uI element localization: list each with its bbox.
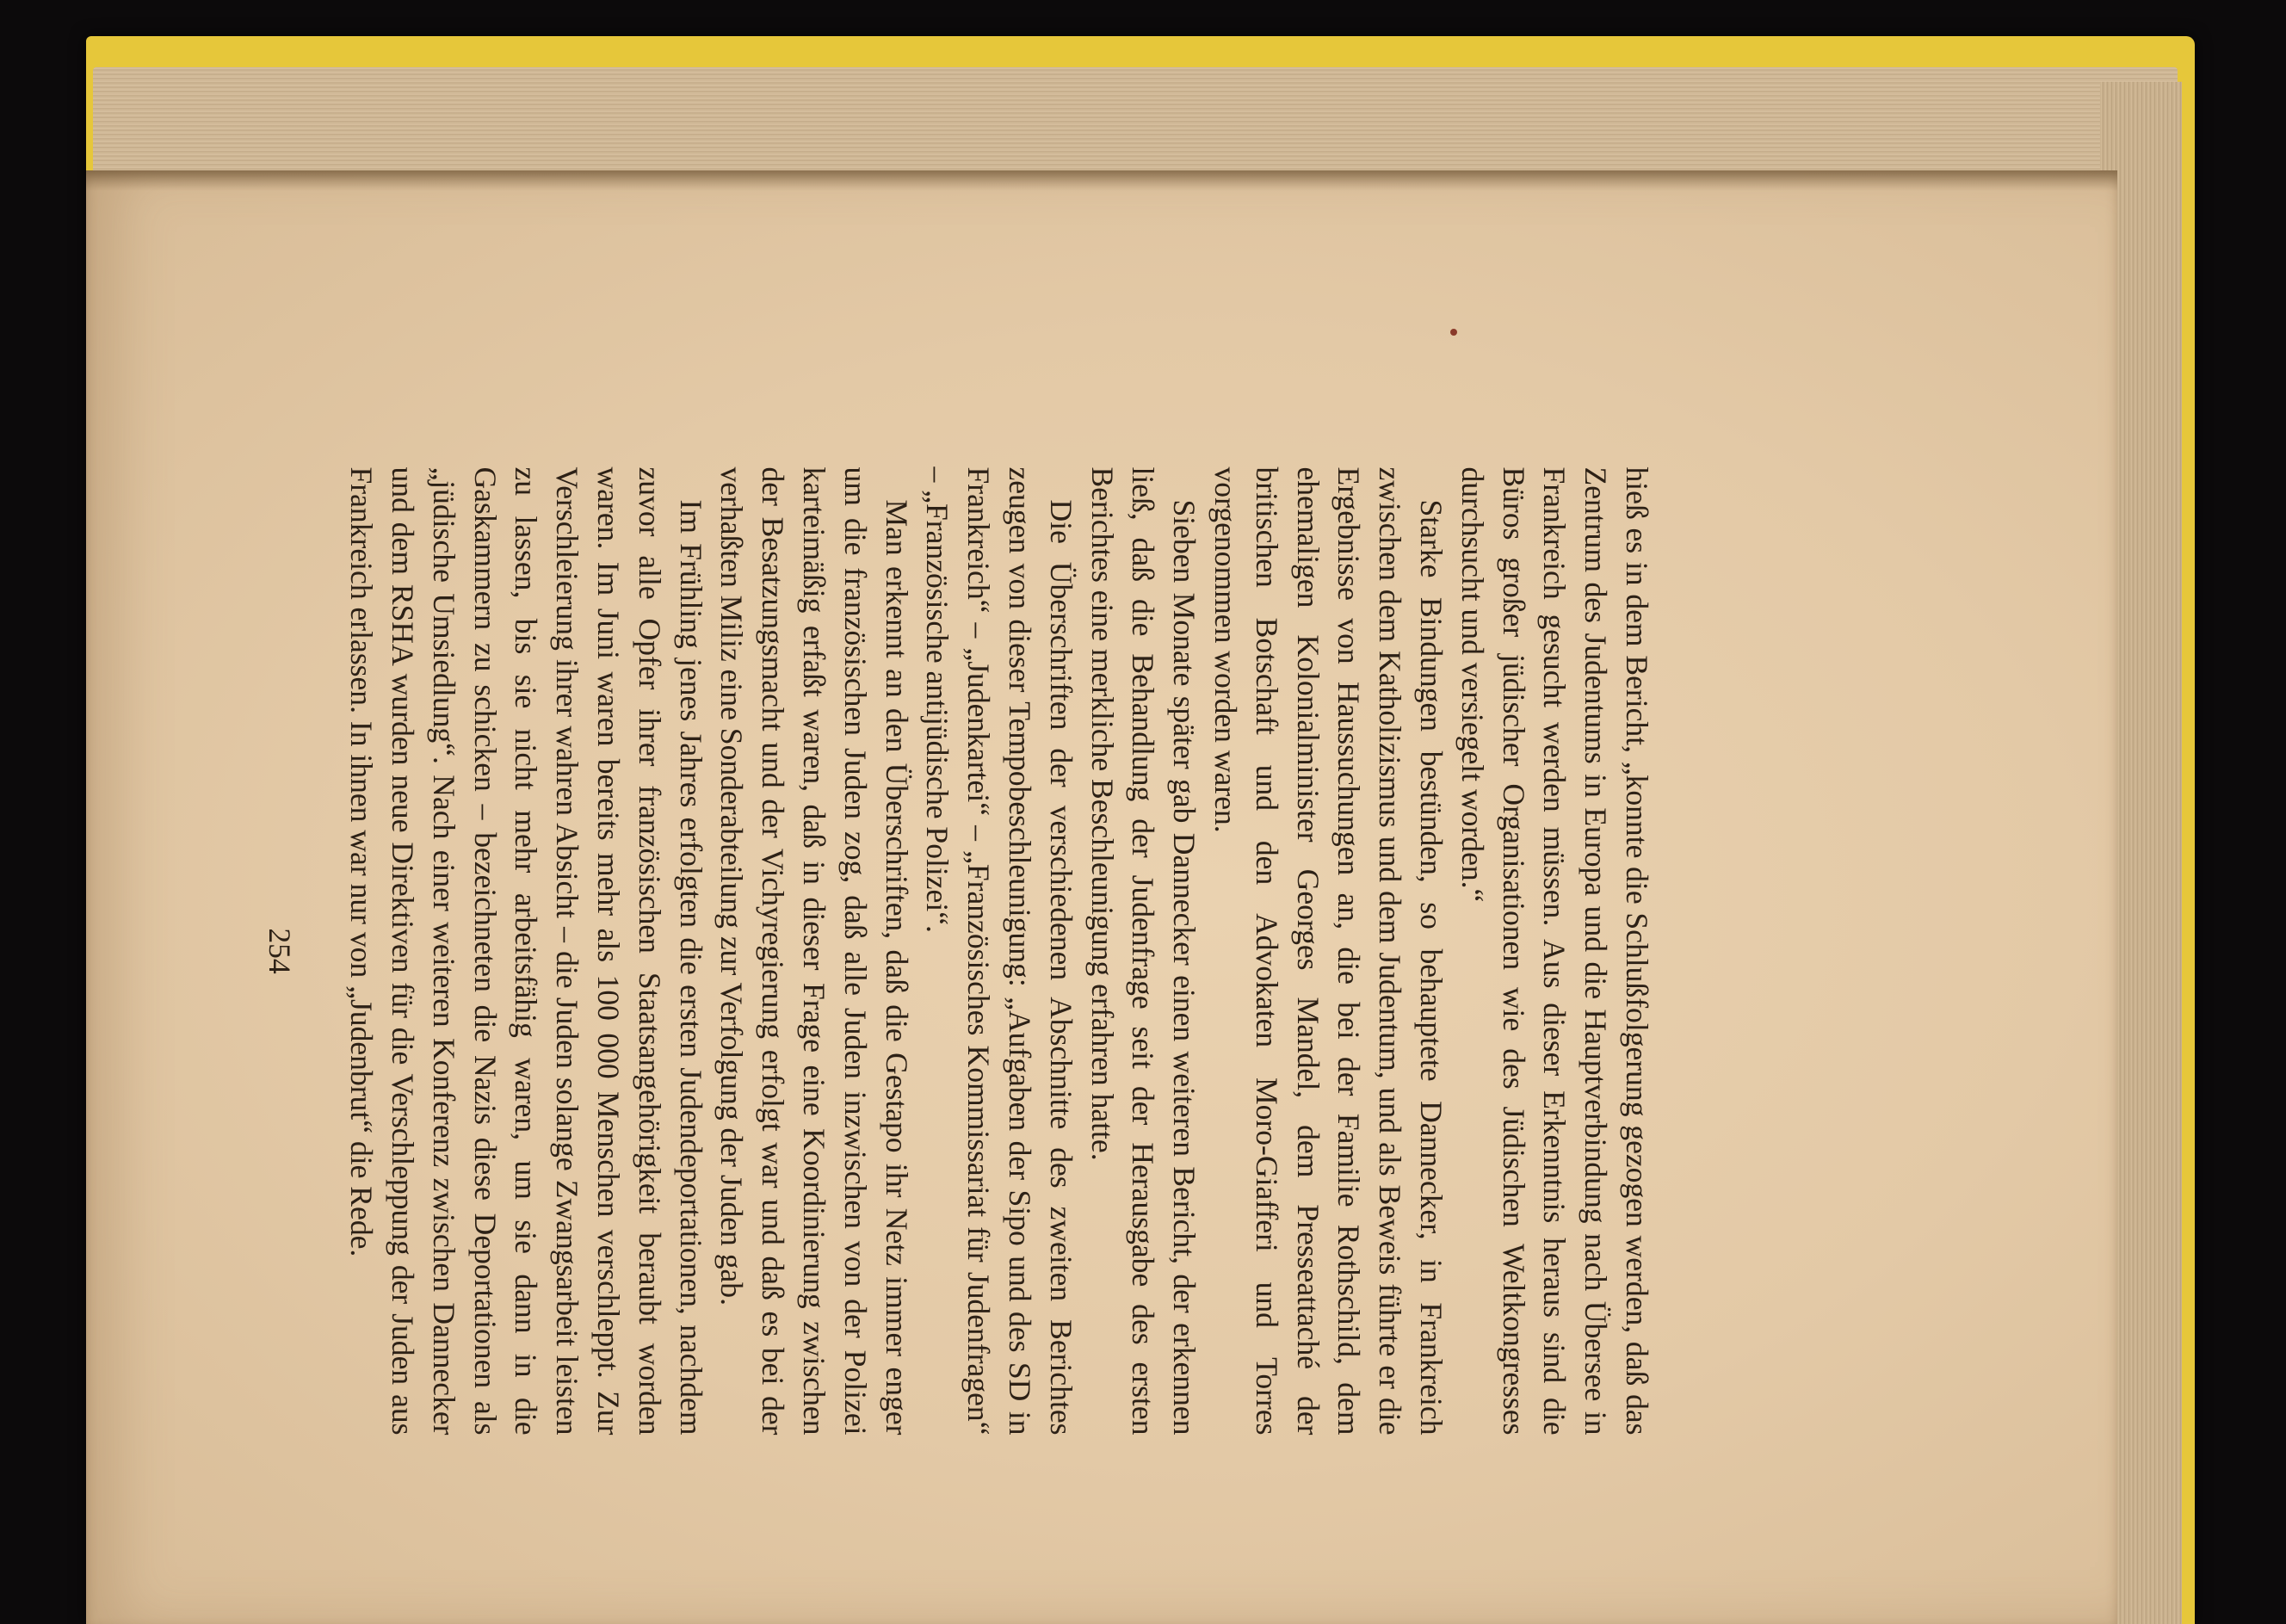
- paragraph-1: hieß es in dem Bericht, „konnte die Schlußfolgerung gezogen werden, daß das Zentrum des Judentums in Europa und die Hauptverbindung nach Übersee in Frankreich gesucht werden müssen. Aus dieser Erkenntnis heraus sind die Büros großer jüdischer Organisationen wie des Jüdischen Weltkongresses durchsucht und versiegelt worden.“: [1455, 466, 1654, 1436]
- page-number: 254: [263, 928, 297, 974]
- rotated-text-frame: [263, 467, 1657, 1436]
- paragraph-5: Man erkennt an den Überschriften, daß die Gestapo ihr Netz immer enger um die französischen Juden zog, daß alle Juden inzwischen von der Polizei karteimäßig erfaßt waren, daß in dieser Frage eine Koordinierung zwischen der Besatzungsmacht und der Vichyregierung erfolgt war und daß es bei der verhaßten Miliz eine Sonderabteilung zur Verfolgung der Juden gab.: [714, 466, 914, 1436]
- page-edges-top: [93, 67, 2178, 179]
- paragraph-3: Sieben Monate später gab Dannecker einen weiteren Bericht, der erkennen ließ, daß die Behandlung der Judenfrage seit der Herausgabe des ersten Berichtes eine merkliche Beschleunigung erfahren hatte.: [1084, 466, 1202, 1436]
- paragraph-6: Im Frühling jenes Jahres erfolgten die ersten Judendeportationen, nachdem zuvor alle Opfer ihrer französischen Staatsangehörigkeit beraubt worden waren. Im Juni waren bereits mehr als 100 000 Menschen verschleppt. Zur Verschleierung ihrer wahren Absicht – die Juden solange Zwangsarbeit leisten zu lassen, bis sie nicht mehr arbeitsfähig waren, um sie dann in die Gaskammern zu schicken – bezeichneten die Nazis diese Deportationen als „jüdische Umsiedlung“. Nach einer weiteren Konferenz zwischen Dannecker und dem RSHA wurden neue Direktiven für die Verschleppung der Juden aus Frankreich erlassen. In ihnen war nur von „Judenbrut“ die Rede.: [344, 466, 708, 1436]
- gutter-shadow: [86, 170, 2117, 191]
- paragraph-4: Die Überschriften der verschiedenen Abschnitte des zweiten Berichtes zeugen von dieser Tempobeschleunigung: „Aufgaben der Sipo und des SD in Frankreich“ – „Judenkartei“ – „Französisches Kommissariat für Judenfragen“ – „Französische antijüdische Polizei“.: [920, 466, 1078, 1436]
- body-text: [341, 467, 1658, 1436]
- paragraph-2: Starke Bindungen bestünden, so behauptete Dannecker, in Frankreich zwischen dem Katholizismus und dem Judentum, und als Beweis führte er die Ergebnisse von Haussuchungen an, die bei der Familie Rothschild, dem ehemaligen Kolonialminister Georges Mandel, dem Presseattaché der britischen Botschaft und den Advokaten Moro-Giafferi und Torres vorgenommen worden waren.: [1208, 466, 1449, 1436]
- ink-speck: [1450, 329, 1457, 336]
